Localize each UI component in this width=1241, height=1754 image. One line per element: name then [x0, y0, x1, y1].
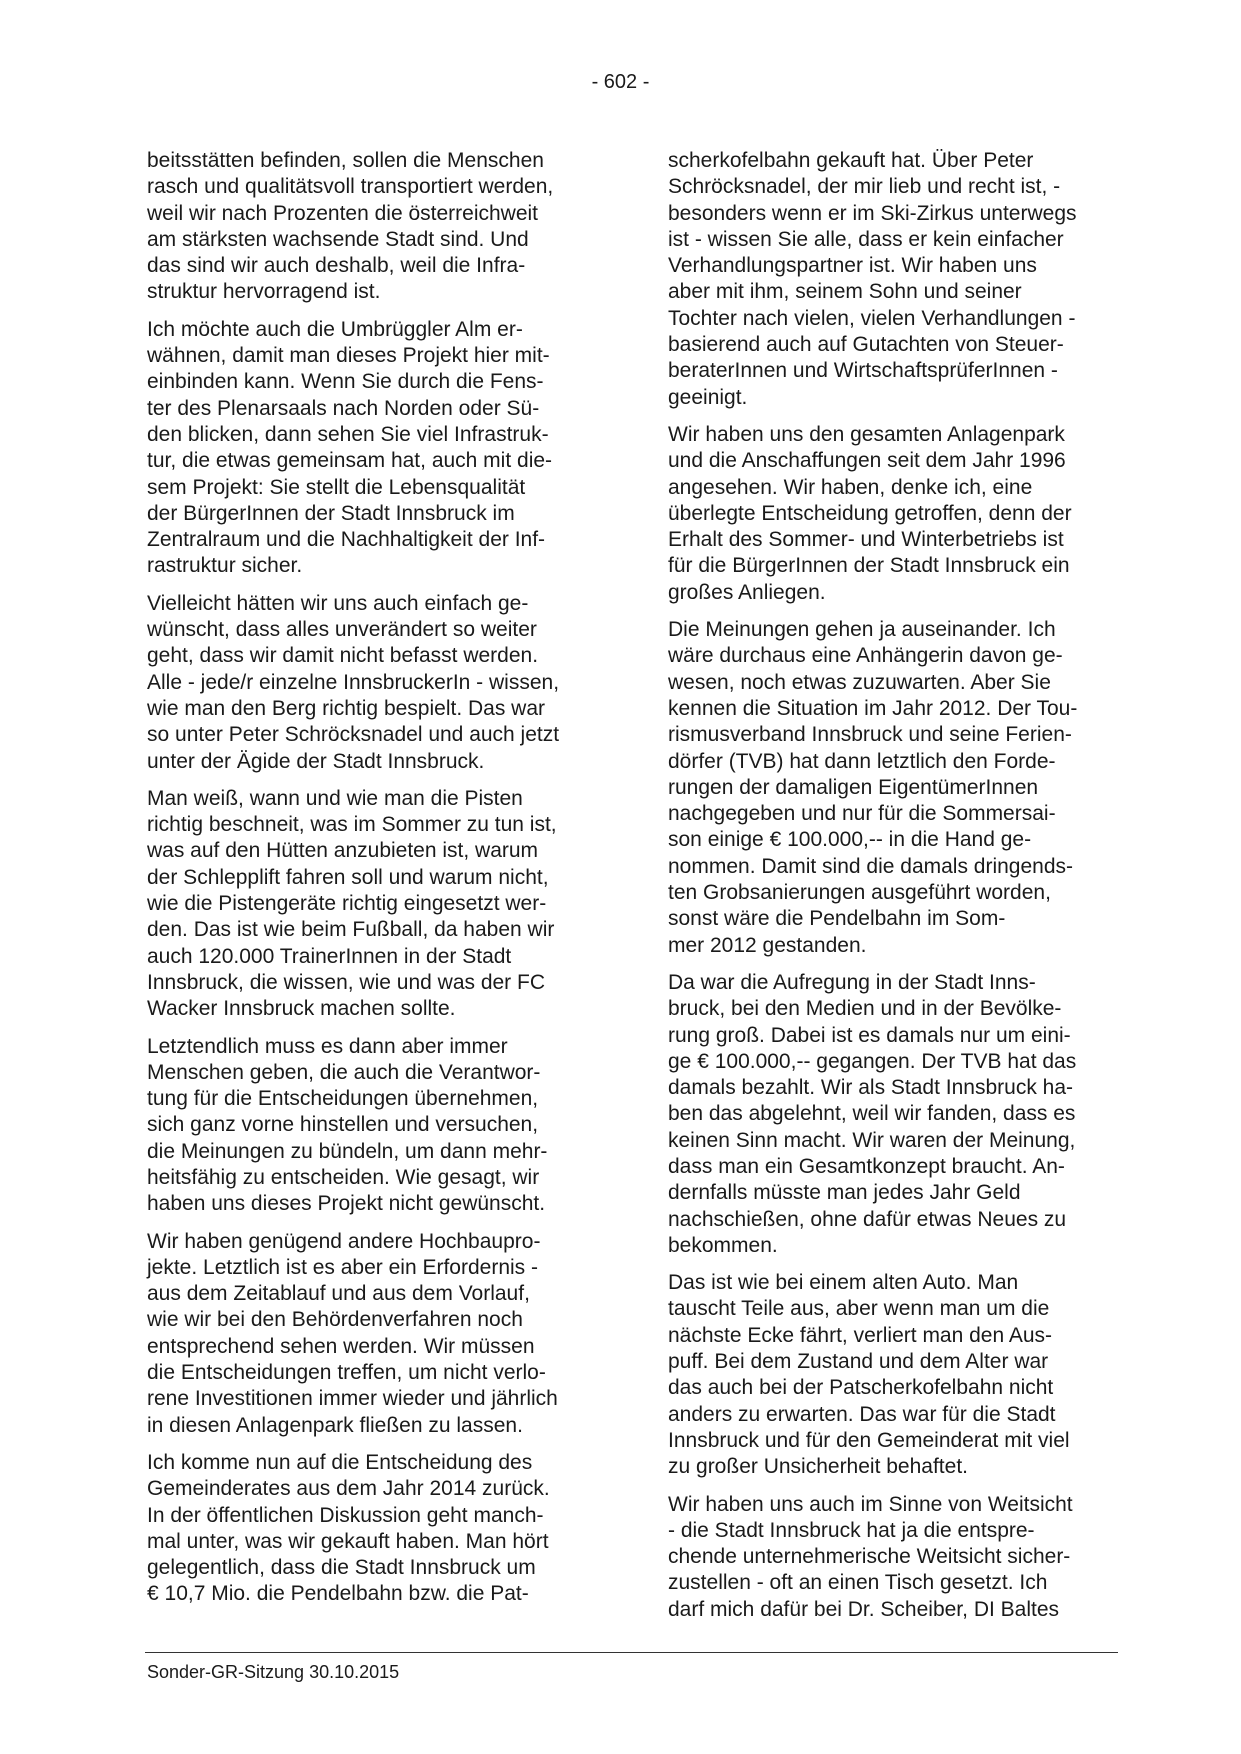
- right-column: [668, 148, 1138, 1634]
- paragraph: Da war die Aufregung in der Stadt Inns- bruck, bei den Medien und in der Bevölke- rung groß. Dabei ist es damals nur um eini- ge € 100.000,-- gegangen. Der TVB hat das damals bezahlt. Wir als Stadt Innsbruck ha- ben das abgelehnt, weil wir fanden, dass es keinen Sinn macht. Wir waren der Meinung, dass man ein Gesamtkonzept braucht. An- dernfalls müsste man jedes Jahr Geld nachschießen, ohne dafür etwas Neues zu bekommen.: [668, 970, 1077, 1257]
- paragraph: Ich komme nun auf die Entscheidung des Gemeinderates aus dem Jahr 2014 zurück. In der öffentlichen Diskussion geht manch- mal unter, was wir gekauft haben. Man hört gelegentlich, dass die Stadt Innsbruck um € 10,7 Mio. die Pendelbahn bzw. die Pat-: [147, 1450, 550, 1606]
- paragraph: Wir haben uns den gesamten Anlagenpark und die Anschaffungen seit dem Jahr 1996 angesehen. Wir haben, denke ich, eine überlegte Entscheidung getroffen, denn der Erhalt des Sommer- und Winterbetriebs ist für die BürgerInnen der Stadt Innsbruck ein großes Anliegen.: [668, 422, 1072, 604]
- footer-divider: [145, 1652, 1118, 1653]
- paragraph: Letztendlich muss es dann aber immer Menschen geben, die auch die Verantwor- tung für die Entscheidungen übernehmen, sich ganz vorne hinstellen und versuchen, die Meinungen zu bündeln, um dann mehr- heitsfähig zu entscheiden. Wie gesagt, wir haben uns dieses Projekt nicht gewünscht.: [147, 1034, 548, 1216]
- paragraph: Wir haben uns auch im Sinne von Weitsicht - die Stadt Innsbruck hat ja die entspre- chende unternehmerische Weitsicht sicher- zustellen - oft an einen Tisch gesetzt. Ich darf mich dafür bei Dr. Scheiber, DI Baltes: [668, 1492, 1073, 1621]
- paragraph: Man weiß, wann und wie man die Pisten richtig beschneit, was im Sommer zu tun ist, was auf den Hütten anzubieten ist, warum der Schlepplift fahren soll und warum nicht, wie die Pistengeräte richtig eingesetzt wer- den. Das ist wie beim Fußball, da haben wir auch 120.000 TrainerInnen in der Stadt Innsbruck, die wissen, wie und was der FC Wacker Innsbruck machen sollte.: [147, 786, 557, 1021]
- paragraph: scherkofelbahn gekauft hat. Über Peter Schröcksnadel, der mir lieb und recht ist, - besonders wenn er im Ski-Zirkus unterwegs ist - wissen Sie alle, dass er kein einfacher Verhandlungspartner ist. Wir haben uns aber mit ihm, seinem Sohn und seiner Tochter nach vielen, vielen Verhandlungen - basierend auch auf Gutachten von Steuer- beraterInnen und WirtschaftsprüferInnen - geeinigt.: [668, 149, 1077, 409]
- paragraph: Vielleicht hätten wir uns auch einfach ge- wünscht, dass alles unverändert so weiter geht, dass wir damit nicht befasst werden. Alle - jede/r einzelne InnsbruckerIn - wissen, wie man den Berg richtig bespielt. Das war so unter Peter Schröcksnadel und auch jetzt unter der Ägide der Stadt Innsbruck.: [147, 591, 560, 773]
- footer-session-label: Sonder-GR-Sitzung 30.10.2015: [147, 1662, 400, 1682]
- page-number: - 602 -: [591, 71, 650, 93]
- paragraph: Ich möchte auch die Umbrüggler Alm er- wähnen, damit man dieses Projekt hier mit- einbinden kann. Wenn Sie durch die Fens- ter des Plenarsaals nach Norden oder Sü- den blicken, dann sehen Sie viel Infrastruk- tur, die etwas gemeinsam hat, auch mit die- sem Projekt: Sie stellt die Lebensqualität der BürgerInnen der Stadt Innsbruck im Zentralraum und die Nachhaltigkeit der Inf- rastruktur sicher.: [147, 317, 553, 578]
- paragraph: Wir haben genügend andere Hochbaupro- jekte. Letztlich ist es aber ein Erfordernis - aus dem Zeitablauf und aus dem Vorlauf, wie wir bei den Behördenverfahren noch entsprechend sehen werden. Wir müssen die Entscheidungen treffen, um nicht verlo- rene Investitionen immer wieder und jährlich in diesen Anlagenpark fließen zu lassen.: [147, 1229, 558, 1437]
- paragraph: Das ist wie bei einem alten Auto. Man tauscht Teile aus, aber wenn man um die nächste Ecke fährt, verliert man den Aus- puff. Bei dem Zustand und dem Alter war das auch bei der Patscherkofelbahn nicht anders zu erwarten. Das war für die Stadt Innsbruck und für den Gemeinderat mit viel zu großer Unsicherheit behaftet.: [668, 1271, 1070, 1479]
- left-column: [147, 148, 617, 1619]
- paragraph: beitsstätten befinden, sollen die Menschen rasch und qualitätsvoll transportiert werden, weil wir nach Prozenten die österreichweit am stärksten wachsende Stadt sind. Und das sind wir auch deshalb, weil die Infra- struktur hervorragend ist.: [147, 149, 554, 304]
- paragraph: Die Meinungen gehen ja auseinander. Ich wäre durchaus eine Anhängerin davon ge- wesen, noch etwas zuzuwarten. Aber Sie kennen die Situation im Jahr 2012. Der Tou- rismusverband Innsbruck und seine Ferien- dörfer (TVB) hat dann letztlich den Forde- rungen der damaligen EigentümerInnen nachgegeben und nur für die Sommersai- son einige € 100.000,-- in die Hand ge- nommen. Damit sind die damals dringends- ten Grobsanierungen ausgeführt worden, sonst wäre die Pendelbahn im Som- mer 2012 gestanden.: [668, 618, 1078, 957]
